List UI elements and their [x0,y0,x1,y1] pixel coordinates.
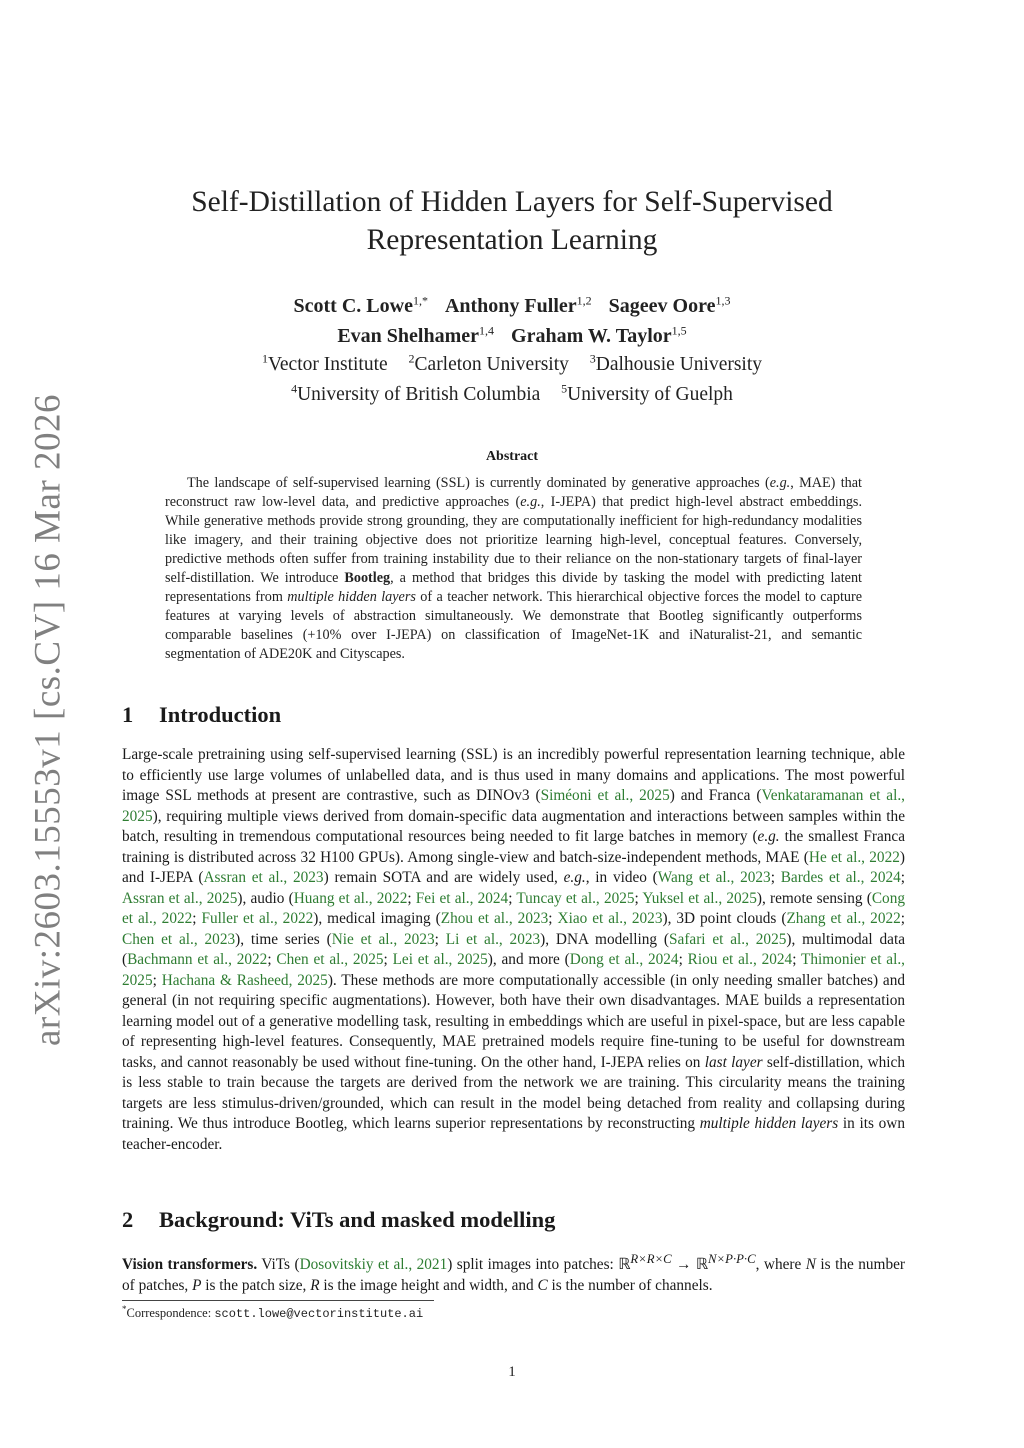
citation-link[interactable]: Riou et al., 2024 [687,951,793,968]
affiliation: $^3$Dalhousie University [589,351,763,375]
author-list [0,288,1024,349]
citation-link[interactable]: Zhou et al., 2023 [440,910,549,927]
paper-title [0,183,1024,259]
affiliation-row-1 [0,346,1024,377]
page-number: 1 [508,1364,516,1380]
citation-link[interactable]: Dosovitskiy et al., 2021 [299,1256,448,1274]
author: Graham W. Taylor$^{1,5}$ [511,323,687,348]
citation-link[interactable]: Xiao et al., 2023 [557,910,663,927]
citation-link[interactable]: Venkataramanan et al., 2025 [122,787,905,825]
citation-link[interactable]: Dong et al., 2024 [569,951,679,968]
citation-link[interactable]: Yuksel et al., 2025 [642,889,757,907]
citation-link[interactable]: Tuncay et al., 2025 [516,889,635,907]
method-name: Bootleg [344,570,391,586]
affiliation: $^1$Vector Institute [261,351,388,375]
citation-link[interactable]: Assran et al., 2023 [203,869,324,886]
citation-link[interactable]: Nie et al., 2023 [331,930,435,948]
citation-link[interactable]: Bardes et al., 2024 [780,869,901,886]
citation-link[interactable]: Cong et al., 2022 [122,889,905,927]
affiliation: $^4$University of British Columbia [291,381,541,405]
section-heading-introduction: 1 Introduction [122,702,282,727]
citation-link[interactable]: Chen et al., 2025 [276,951,384,968]
affiliation: $^5$University of Guelph [561,381,733,405]
citation-link[interactable]: Siméoni et al., 2025 [540,787,670,804]
citation-link[interactable]: Lei et al., 2025 [392,951,488,968]
author: Evan Shelhamer$^{1,4}$ [337,323,495,348]
affiliation-row-2 [0,377,1024,408]
author: Sageev Oore$^{1,3}$ [608,293,731,317]
author: Anthony Fuller$^{1,2}$ [444,293,592,317]
citation-link[interactable]: He et al., 2022 [808,848,900,866]
footnote-correspondence: *Correspondence: scott.lowe@vectorinstitute.ai [122,1304,424,1322]
abstract-body [165,474,862,664]
math-formula: ℝ$^{R\times R\times C}$ → ℝ$^{N\times P\cdot P\cdot C}$ [618,1252,756,1274]
title-line-1: Self-Distillation of Hidden Layers for Self-Supervised [191,186,833,218]
title-line-2: Representation Learning [366,224,658,256]
citation-link[interactable]: Wang et al., 2023 [657,869,771,886]
citation-link[interactable]: Safari et al., 2025 [669,930,787,948]
citation-link[interactable]: Fei et al., 2024 [415,889,509,907]
author: Scott C. Lowe$^{1,*}$ [293,293,428,317]
citation-link[interactable]: Fuller et al., 2022 [201,910,314,927]
background-paragraph: Vision transformers. ViTs (Dosovitskiy et al., 2021) split images into patches: ℝ$^{R\times R\times C}$ → ℝ$^{N\times P\cdot P\cdot C}$, where N is the number of patches, P is the patch size, R is the image height and width, and C is the number of channels. [122,1252,905,1294]
email-link[interactable]: scott.lowe@vectorinstitute.ai [214,1307,424,1322]
section-heading-background: 2 Background: ViTs and masked modelling [122,1207,556,1232]
arxiv-identifier: arXiv:2603.15553v1 [cs.CV] 16 Mar 2026 [27,393,69,1047]
footnote-divider [122,1300,434,1301]
citation-link[interactable]: Bachmann et al., 2022 [127,951,268,968]
abstract-paragraph: The landscape of self-supervised learning (SSL) is currently dominated by generative approaches (e.g., MAE) that reconstruct raw low-level data, and predictive approaches (e.g., I-JEPA) that predict high-level abstract embeddings. While generative methods provide strong grounding, they are computationally inefficient for high-redundancy modalities like imagery, and their training objective does not prioritize learning high-level, conceptual features. Conversely, predictive methods often suffer from training instability due to their reliance on the non-stationary targets of final-layer self-distillation. We introduce Bootleg, a method that bridges this divide by tasking the model with predicting latent representations from multiple hidden layers of a teacher network. This hierarchical objective forces the model to capture features at varying levels of abstraction simultaneously. We demonstrate that Bootleg significantly outperforms comparable baselines (+10% over I-JEPA) on classification of ImageNet-1K and iNaturalist-21, and semantic segmentation of ADE20K and Cityscapes. [165,475,863,662]
citation-link[interactable]: Hachana & Rasheed, 2025 [161,971,328,989]
affiliation: $^2$Carleton University [408,351,569,375]
author-row-1 [0,288,1024,319]
citation-link[interactable]: Huang et al., 2022 [293,889,408,907]
citation-link[interactable]: Zhang et al., 2022 [786,910,901,927]
paragraph-run-in-heading: Vision transformers. [122,1256,258,1274]
introduction-paragraph: Large-scale pretraining using self-supervised learning (SSL) is an incredibly powerful representation learning technique, able to efficiently use large volumes of unlabelled data, and is thus used in many domains and applications. The most powerful image SSL methods at present are contrastive, such as DINOv3 (Siméoni et al., 2025) and Franca (Venkataramanan et al., 2025), requiring multiple views derived from domain-specific data augmentation and interactions between samples within the batch, resulting in tremendous computational resources being needed to fit large batches in memory (e.g. the smallest Franca training is distributed across 32 H100 GPUs). Among single-view and batch-size-independent methods, MAE (He et al., 2022) and I-JEPA (Assran et al., 2023) remain SOTA and are widely used, e.g., in video (Wang et al., 2023; Bardes et al., 2024; Assran et al., 2025), audio (Huang et al., 2022; Fei et al., 2024; Tuncay et al., 2025; Yuksel et al., 2025), remote sensing (Cong et al., 2022; Fuller et al., 2022), medical imaging (Zhou et al., 2023; Xiao et al., 2023), 3D point clouds (Zhang et al., 2022; Chen et al., 2023), time series (Nie et al., 2023; Li et al., 2023), DNA modelling (Safari et al., 2025), multimodal data (Bachmann et al., 2022; Chen et al., 2025; Lei et al., 2025), and more (Dong et al., 2024; Riou et al., 2024; Thimonier et al., 2025; Hachana & Rasheed, 2025). These methods are more computationally accessible (in only needing smaller batches) and general (in not requiring specific augmentations). However, both have their own disadvantages. MAE builds a representation learning model out of a generative modelling task, resulting in embeddings which are useful in pixel-space, but are less capable of representing high-level features. Consequently, MAE pretrained models require fine-tuning to be useful for downstream tasks, and cannot reasonably be used without fine-tuning. On the other hand, I-JEPA relies on last layer self-distillation, which is less stable to train because the targets are derived from the network we are training. This circularity means the training targets are less stimulus-driven/grounded, which can result in the model being detached from reality and collapsing during training. We thus introduce Bootleg, which learns superior representations by reconstructing multiple hidden layers in its own teacher-encoder. [122,746,906,1153]
affiliation-list [0,346,1024,407]
citation-link[interactable]: Assran et al., 2025 [122,889,238,907]
author-row-2 [0,319,1024,350]
citation-link[interactable]: Thimonier et al., 2025 [122,951,905,989]
abstract-heading: Abstract [485,449,539,464]
citation-link[interactable]: Li et al., 2023 [445,930,541,948]
citation-link[interactable]: Chen et al., 2023 [122,930,236,948]
